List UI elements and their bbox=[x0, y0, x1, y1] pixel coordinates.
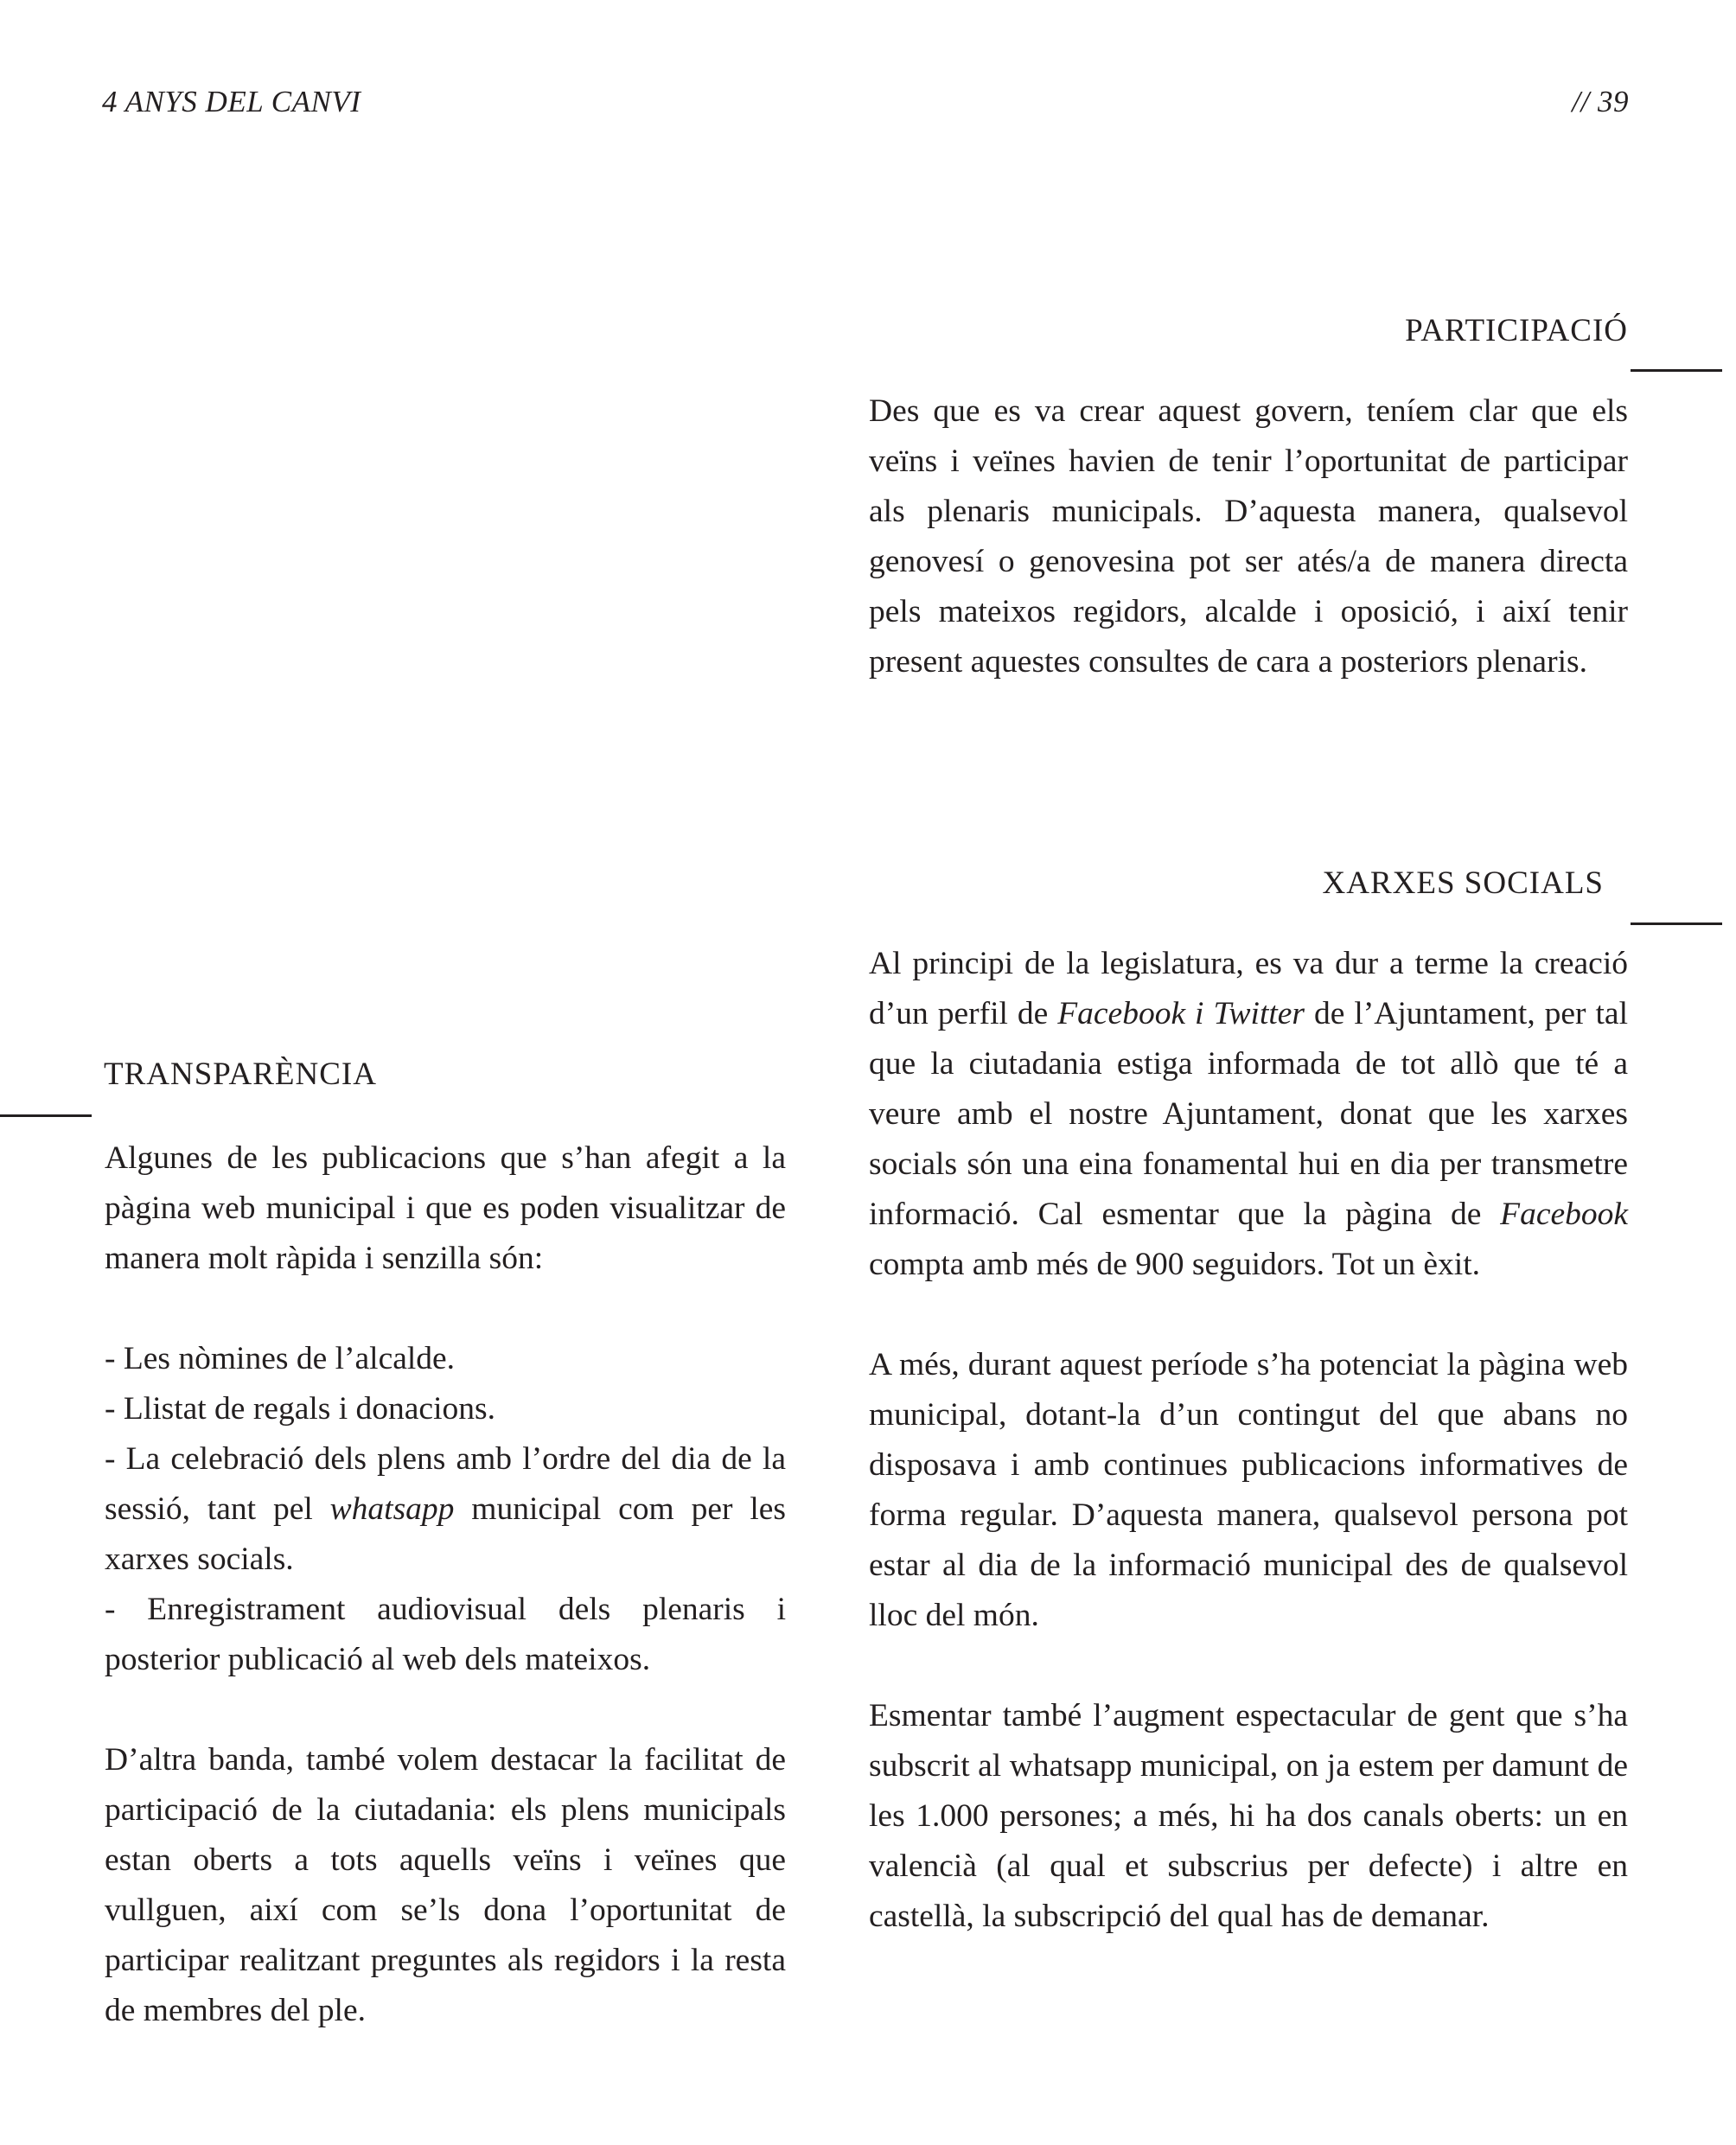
paragraph-spacer bbox=[105, 1284, 786, 1334]
section-heading-participacio: PARTICIPACIÓ bbox=[1405, 313, 1628, 348]
transparencia-list-item-3 bbox=[105, 1434, 786, 1585]
section-heading-xarxes-socials: XARXES SOCIALS bbox=[1322, 865, 1604, 901]
xarxes-p1-emphasis-platforms: Facebook i Twitter bbox=[1057, 996, 1305, 1031]
transparencia-list-item-1: - Les nòmines de l’alcalde. bbox=[105, 1341, 456, 1376]
participacio-body bbox=[869, 386, 1628, 687]
paragraph-spacer bbox=[105, 1685, 786, 1735]
list-item-3-emphasis-whatsapp: whatsapp bbox=[329, 1491, 455, 1527]
xarxes-p1-text-start: Al principi de la legislatura, es va dur a terme la creació d’un perfil de bbox=[869, 946, 1628, 1031]
transparencia-body bbox=[105, 1133, 786, 2036]
list-item-3-text-start: - La celebració dels plens amb l’ordre del dia de la sessió, tant pel bbox=[105, 1441, 786, 1527]
section-divider-participacio bbox=[1631, 369, 1722, 372]
xarxes-paragraph-1 bbox=[869, 939, 1628, 1290]
list-item-3-text-end: municipal com per les xarxes socials. bbox=[105, 1491, 786, 1577]
section-divider-transparencia bbox=[0, 1114, 92, 1117]
paragraph-spacer bbox=[869, 1290, 1628, 1340]
running-header-title: 4 ANYS DEL CANVI bbox=[102, 85, 361, 118]
transparencia-list-item-2: - Llistat de regals i donacions. bbox=[105, 1391, 495, 1427]
section-divider-xarxes-socials bbox=[1631, 922, 1722, 925]
xarxes-p1-text-middle: de l’Ajuntament, per tal que la ciutadania estiga informada de tot allò que té a veure amb el nostre Ajuntament, donat que les xarxes socials són una eina fonamental hui en dia per transmetre informació. Cal esmentar que la pàgina de bbox=[869, 996, 1628, 1232]
xarxes-paragraph-3: Esmentar també l’augment espectacular de gent que s’ha subscrit al whatsapp municipal, on ja estem per damunt de les 1.000 persones; a més, hi ha dos canals oberts: un en valencià (al qual et subscrius per defecte) i altre en castellà, la subscripció del qual has de demanar. bbox=[869, 1698, 1628, 1934]
xarxes-p1-emphasis-facebook: Facebook bbox=[1500, 1197, 1628, 1232]
paragraph-spacer bbox=[869, 1641, 1628, 1691]
transparencia-list-item-4: - Enregistrament audiovisual dels plenaris i posterior publicació al web dels mateixos. bbox=[105, 1592, 786, 1677]
xarxes-paragraph-2: A més, durant aquest període s’ha potenciat la pàgina web municipal, dotant-la d’un contingut del que abans no disposava i amb continues publicacions informatives de forma regular. D’aquesta manera, qualsevol persona pot estar al dia de la informació municipal des de qualsevol lloc del món. bbox=[869, 1347, 1628, 1633]
transparencia-intro: Algunes de les publicacions que s’han afegit a la pàgina web municipal i que es poden visualitzar de manera molt ràpida i senzilla són: bbox=[105, 1140, 786, 1276]
xarxes-socials-body bbox=[869, 939, 1628, 1942]
xarxes-p1-text-end: compta amb més de 900 seguidors. Tot un èxit. bbox=[869, 1247, 1480, 1282]
transparencia-closing: D’altra banda, també volem destacar la facilitat de participació de la ciutadania: els plens municipals estan oberts a tots aquells veïns i veïnes que vullguen, així com se’ls dona l’oportunitat de participar realitzant preguntes als regidors i la resta de membres del ple. bbox=[105, 1742, 786, 2028]
section-heading-transparencia: TRANSPARÈNCIA bbox=[104, 1057, 377, 1092]
participacio-paragraph: Des que es va crear aquest govern, teníem clar que els veïns i veïnes havien de tenir l’oportunitat de participar als plenaris municipals. D’aquesta manera, qualsevol genovesí o genovesina pot ser atés/a de manera directa pels mateixos regidors, alcalde i oposició, i així tenir present aquestes consultes de cara a posteriors plenaris. bbox=[869, 393, 1628, 680]
page-number: // 39 bbox=[1572, 85, 1629, 118]
